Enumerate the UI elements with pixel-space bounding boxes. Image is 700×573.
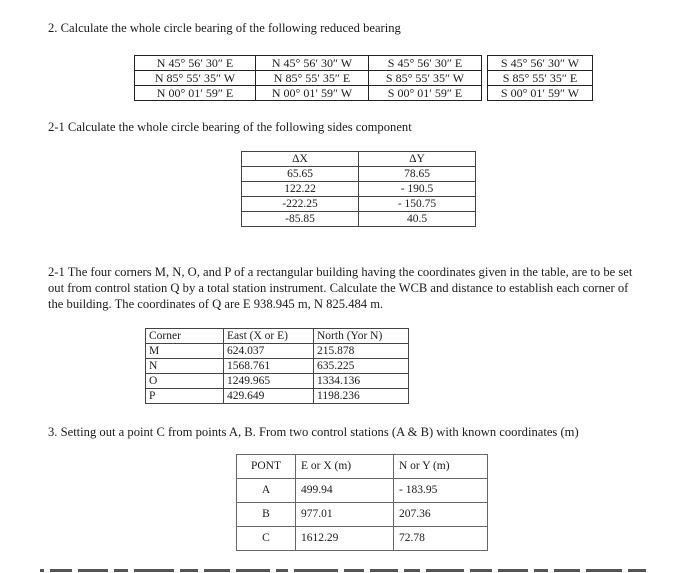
q2-title: 2. Calculate the whole circle bearing of the following reduced bearing (48, 21, 401, 35)
table-cell: 207.36 (394, 503, 488, 527)
cropped-text-line (40, 563, 680, 573)
table-cell: 122.22 (242, 182, 359, 197)
table-row (146, 344, 409, 359)
table-row (242, 182, 476, 197)
q21b-line-2: out from control station Q by a total station instrument. Calculate the WCB and distance to establish each corner of (48, 281, 629, 295)
table-cell: - 190.5 (359, 182, 476, 197)
table-cell: 1249.965 (224, 374, 314, 389)
table-row (146, 374, 409, 389)
header-north: North (Yor N) (314, 329, 409, 344)
table-header-row (146, 329, 409, 344)
table-cell: P (146, 389, 224, 404)
table-cell: 635.225 (314, 359, 409, 374)
table-row (146, 389, 409, 404)
table-row (135, 86, 593, 101)
q21a-title: 2-1 Calculate the whole circle bearing of the following sides component (48, 120, 412, 134)
table-cell: N 00° 01′ 59″ E (135, 86, 256, 101)
table-cell: S 00° 01′ 59″ W (488, 86, 593, 101)
table-cell: M (146, 344, 224, 359)
table-cell: S 00° 01′ 59″ E (369, 86, 482, 101)
table-cell: C (237, 527, 296, 551)
table-cell: A (237, 479, 296, 503)
q21b-line-3: the building. The coordinates of Q are E 938.945 m, N 825.484 m. (48, 297, 384, 311)
table-cell: - 150.75 (359, 197, 476, 212)
table-cell: 65.65 (242, 167, 359, 182)
points-table (236, 454, 488, 551)
header-dx: ΔX (242, 152, 359, 167)
corners-table (145, 328, 409, 404)
table-cell: 1612.29 (296, 527, 394, 551)
table-cell: 1568.761 (224, 359, 314, 374)
header-dy: ΔY (359, 152, 476, 167)
header-n: N or Y (m) (394, 455, 488, 479)
table-row (237, 503, 488, 527)
table-header-row (237, 455, 488, 479)
table-cell: N 45° 56′ 30″ W (256, 56, 369, 71)
table-cell: O (146, 374, 224, 389)
table-cell: 624.037 (224, 344, 314, 359)
table-cell: S 85° 55′ 35″ E (488, 71, 593, 86)
table-cell: N 85° 55′ 35″ E (256, 71, 369, 86)
table-cell: 977.01 (296, 503, 394, 527)
table-row (135, 56, 593, 71)
table-cell: 1334.136 (314, 374, 409, 389)
header-corner: Corner (146, 329, 224, 344)
header-point: PONT (237, 455, 296, 479)
table-cell: S 45° 56′ 30″ W (488, 56, 593, 71)
table-cell: -222.25 (242, 197, 359, 212)
table-row (237, 527, 488, 551)
table-cell: S 85° 55′ 35″ W (369, 71, 482, 86)
table-cell: -85.85 (242, 212, 359, 227)
table-cell: 499.94 (296, 479, 394, 503)
table-row (242, 212, 476, 227)
table-cell: 40.5 (359, 212, 476, 227)
header-east: East (X or E) (224, 329, 314, 344)
table-cell: N 45° 56′ 30″ E (135, 56, 256, 71)
table-cell: 72.78 (394, 527, 488, 551)
q3-title: 3. Setting out a point C from points A, B. From two control stations (A & B) with known coordinates (m) (48, 425, 579, 439)
q21b-line-1: 2-1 The four corners M, N, O, and P of a rectangular building having the coordinates given in the table, are to be set (48, 265, 633, 279)
table-row (146, 359, 409, 374)
components-table (241, 151, 476, 227)
table-row (242, 167, 476, 182)
table-cell: B (237, 503, 296, 527)
table-cell: 429.649 (224, 389, 314, 404)
table-cell: N 00° 01′ 59″ W (256, 86, 369, 101)
table-cell: - 183.95 (394, 479, 488, 503)
table-cell: 215.878 (314, 344, 409, 359)
table-row (242, 197, 476, 212)
table-cell: N (146, 359, 224, 374)
header-e: E or X (m) (296, 455, 394, 479)
table-header-row (242, 152, 476, 167)
table-cell: 78.65 (359, 167, 476, 182)
table-row (237, 479, 488, 503)
table-cell: N 85° 55′ 35″ W (135, 71, 256, 86)
table-row (135, 71, 593, 86)
bearing-table (134, 55, 593, 101)
table-cell: S 45° 56′ 30″ E (369, 56, 482, 71)
table-cell: 1198.236 (314, 389, 409, 404)
